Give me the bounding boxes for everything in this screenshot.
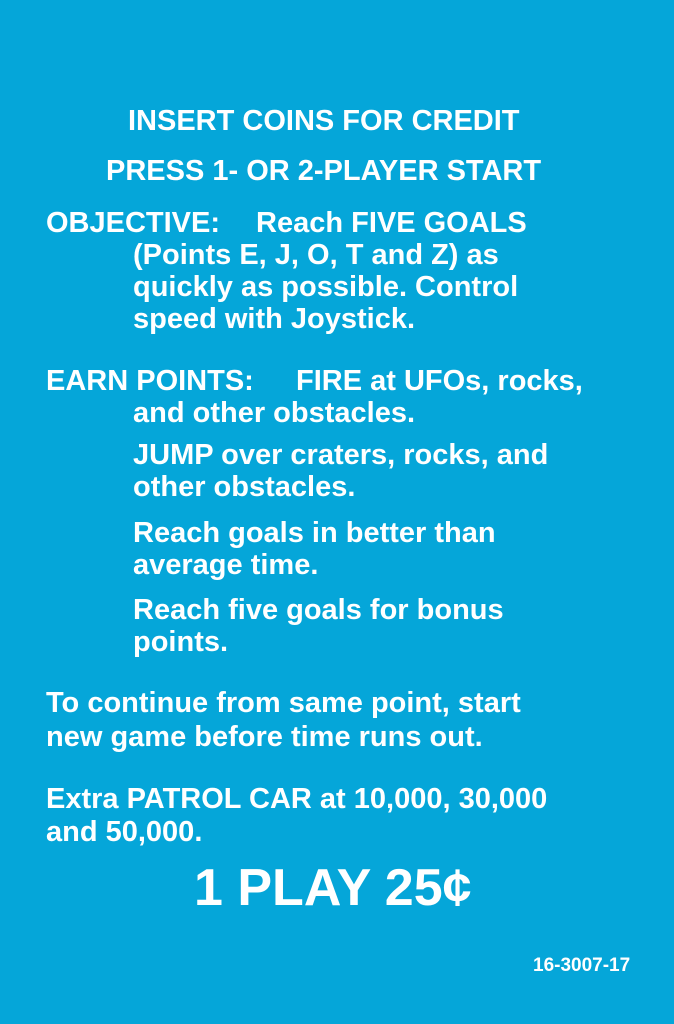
earn-points-item-3-line-1: Reach goals in better than — [133, 517, 496, 549]
continue-note-line-2: new game before time runs out. — [46, 721, 483, 753]
earn-points-item-4-line-1: Reach five goals for bonus — [133, 594, 504, 626]
earn-points-item-4-line-2: points. — [133, 626, 229, 658]
objective-line-1: Reach FIVE GOALS — [256, 207, 527, 239]
extra-car-line-1: Extra PATROL CAR at 10,000, 30,000 — [46, 783, 548, 815]
part-number: 16-3007-17 — [533, 955, 631, 976]
earn-points-item-2-line-2: other obstacles. — [133, 471, 356, 503]
insert-coins-text: INSERT COINS FOR CREDIT — [128, 105, 520, 137]
objective-label: OBJECTIVE: — [46, 207, 221, 239]
earn-points-item-1-line-1: FIRE at UFOs, rocks, — [296, 365, 583, 397]
earn-points-item-2-line-1: JUMP over craters, rocks, and — [133, 439, 549, 471]
objective-line-4: speed with Joystick. — [133, 303, 416, 335]
price-text: 1 PLAY 25¢ — [194, 859, 472, 917]
earn-points-item-1-line-2: and other obstacles. — [133, 397, 416, 429]
press-start-text: PRESS 1- OR 2-PLAYER START — [106, 155, 542, 187]
earn-points-label: EARN POINTS: — [46, 365, 254, 397]
earn-points-item-3-line-2: average time. — [133, 549, 319, 581]
objective-line-2: (Points E, J, O, T and Z) as — [133, 239, 499, 271]
continue-note-line-1: To continue from same point, start — [46, 687, 521, 719]
extra-car-line-2: and 50,000. — [46, 816, 203, 848]
objective-line-3: quickly as possible. Control — [133, 271, 519, 303]
